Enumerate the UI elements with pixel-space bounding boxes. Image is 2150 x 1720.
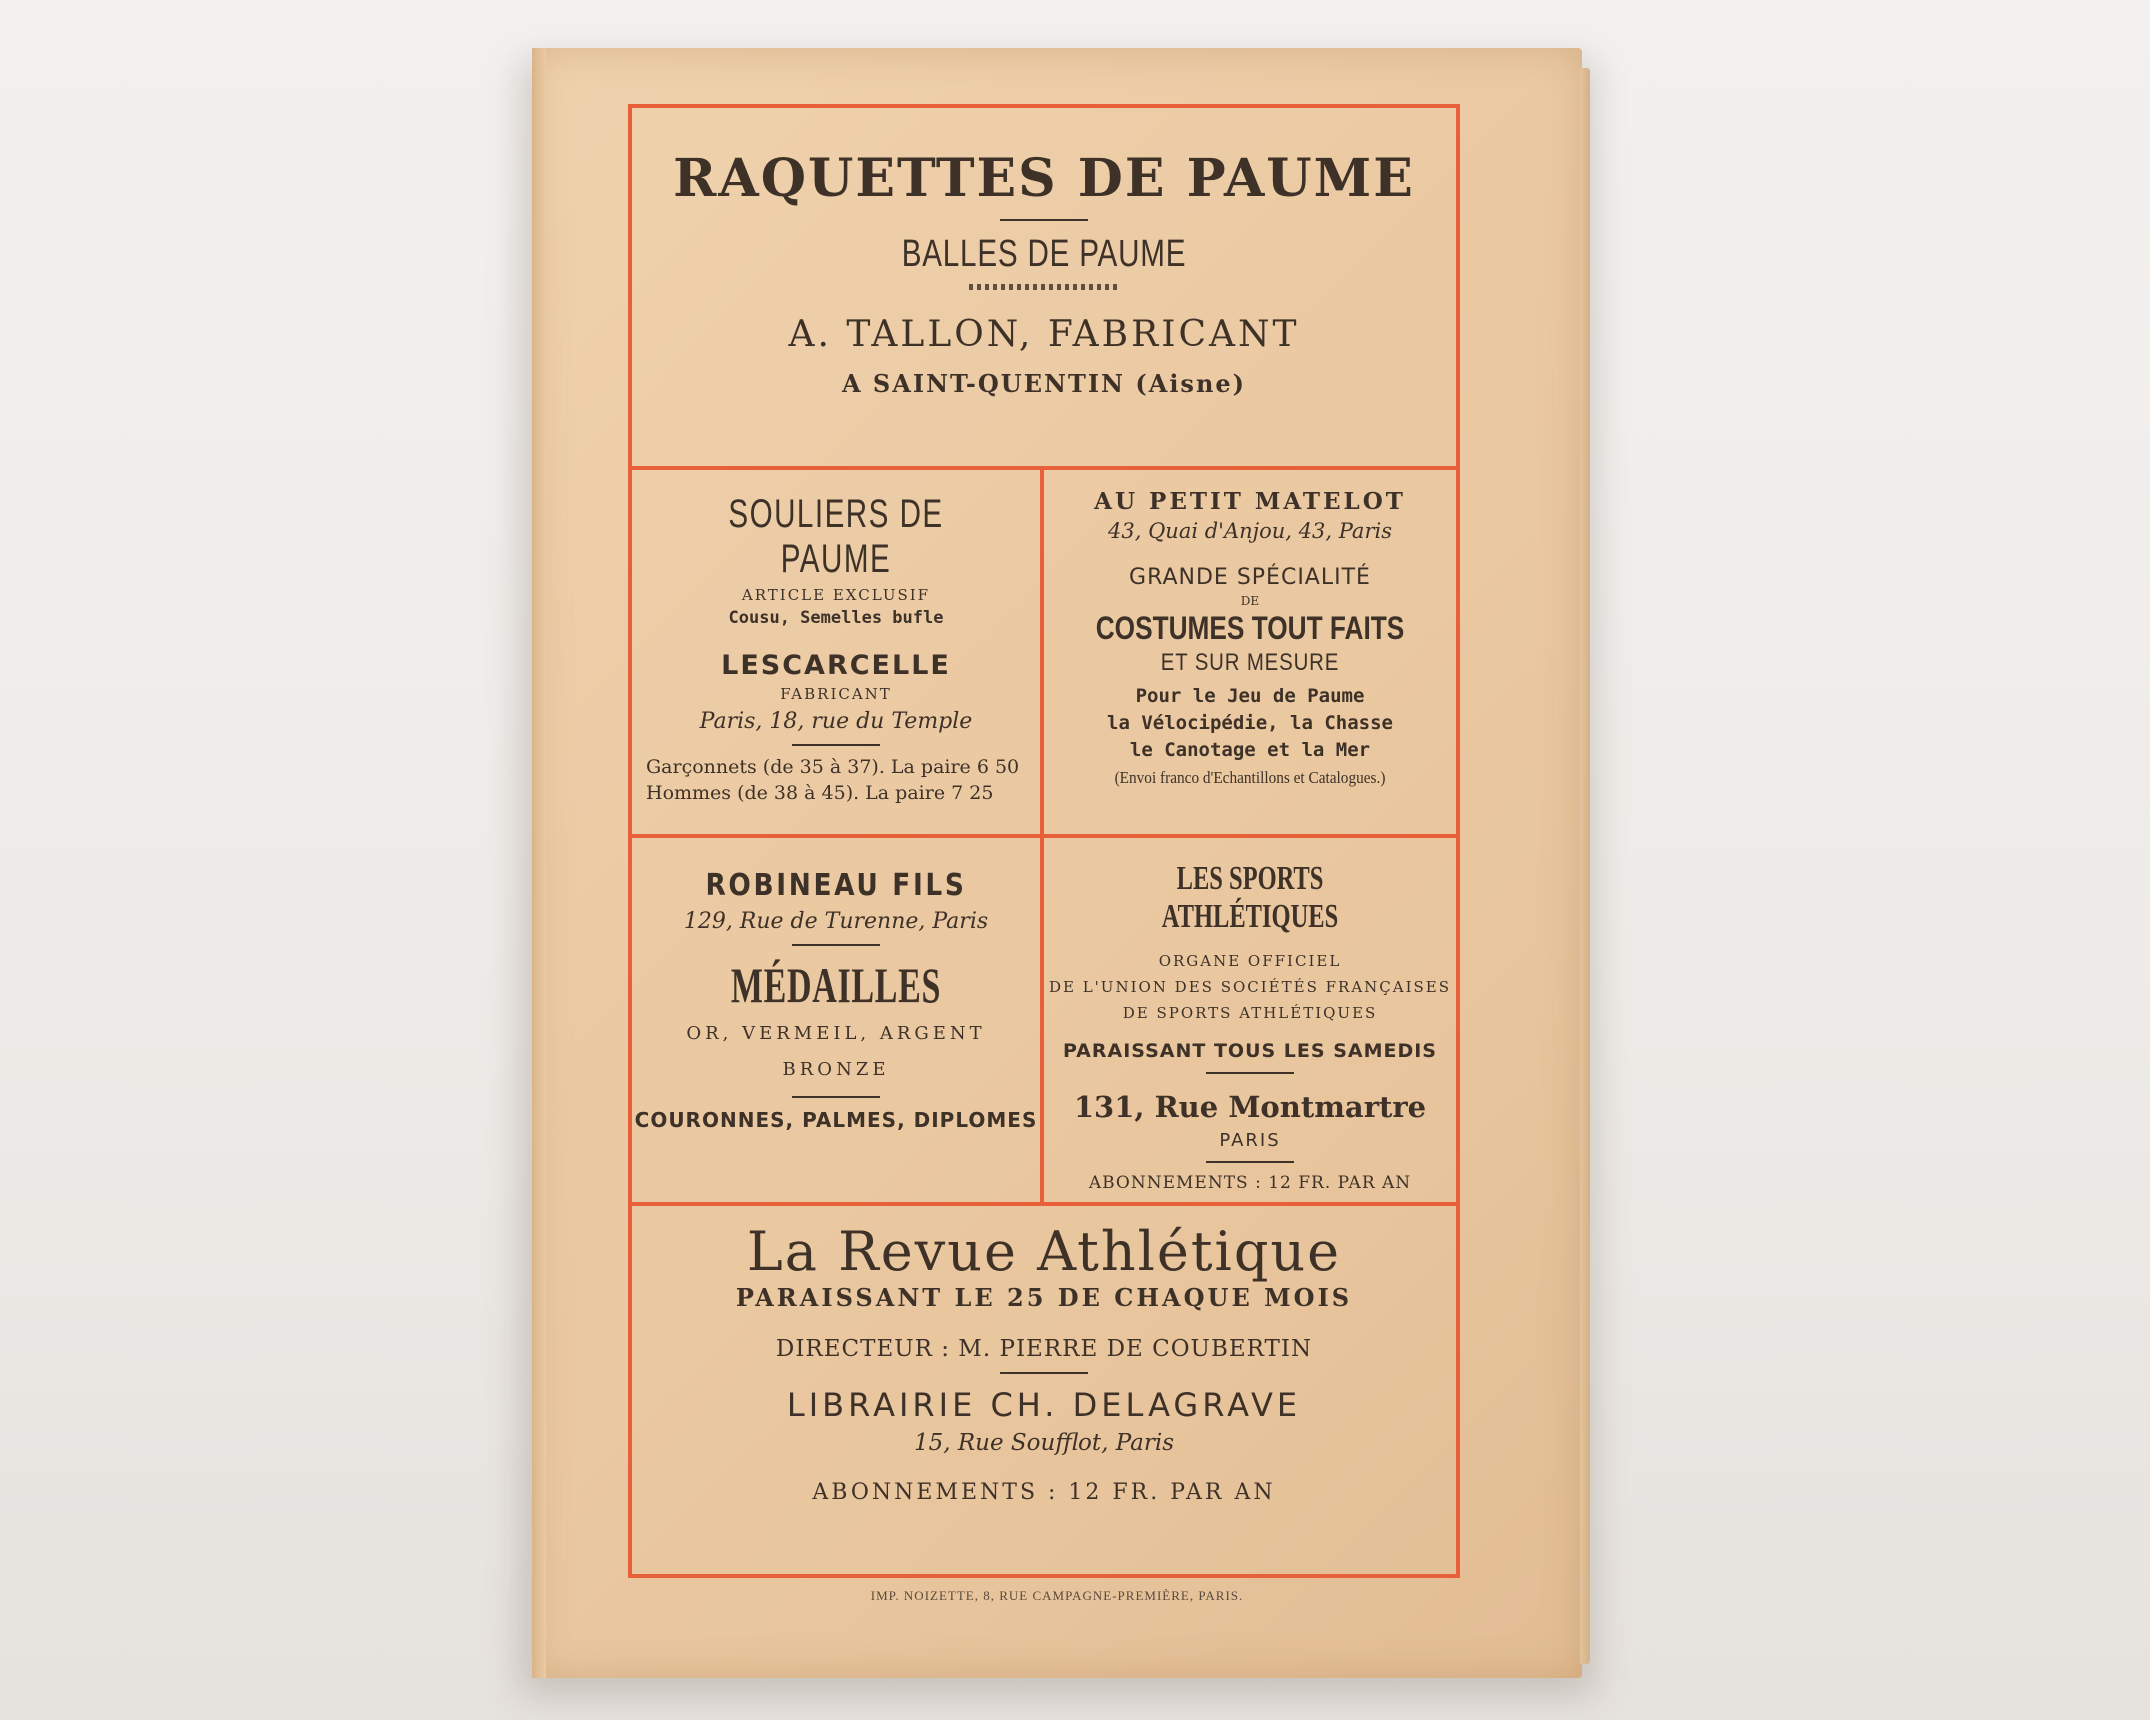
matelot-title: AU PETIT MATELOT: [1094, 488, 1406, 515]
metals-line-2: BRONZE: [782, 1059, 890, 1080]
sports-organ-1: ORGANE OFFICIEL: [1158, 952, 1342, 970]
ad-sports: [1044, 838, 1456, 1206]
matelot-de: DE: [1240, 594, 1260, 608]
divider: [1000, 219, 1088, 221]
ad-robineau: [632, 838, 1044, 1206]
souliers-title: SOULIERS DE PAUME: [728, 492, 944, 581]
sports-parait: PARAISSANT TOUS LES SAMEDIS: [1062, 1040, 1437, 1062]
revue-directeur: DIRECTEUR : M. PIERRE DE COUBERTIN: [775, 1336, 1313, 1362]
matelot-use-2: la Vélocipédie, la Chasse: [1107, 712, 1393, 734]
matelot-use-1: Pour le Jeu de Paume: [1135, 685, 1365, 707]
revue-abonnements: ABONNEMENTS : 12 FR. PAR AN: [812, 1480, 1276, 1505]
divider: [1206, 1072, 1294, 1074]
ad-matelot: [1044, 470, 1456, 838]
wavy-divider: [969, 284, 1119, 290]
robineau-items: COURONNES, PALMES, DIPLOMES: [634, 1108, 1038, 1132]
printer-imprint: IMP. NOIZETTE, 8, RUE CAMPAGNE-PREMIÈRE, PARIS.: [870, 1588, 1244, 1603]
divider: [792, 944, 880, 946]
souliers-line2: Cousu, Semelles bufle: [728, 608, 944, 628]
lescarcelle-address: Paris, 18, rue du Temple: [699, 709, 973, 734]
divider: [792, 1096, 880, 1098]
robineau-title: ROBINEAU FILS: [705, 868, 967, 903]
medailles-title: MÉDAILLES: [730, 957, 942, 1013]
raquettes-title: RAQUETTES DE PAUME: [673, 148, 1415, 209]
advertisement-frame: [628, 104, 1460, 1578]
lescarcelle-role: FABRICANT: [780, 685, 892, 703]
souliers-line1: ARTICLE EXCLUSIF: [741, 586, 931, 604]
revue-title: La Revue Athlétique: [746, 1220, 1342, 1283]
sports-title: LES SPORTS ATHLÉTIQUES: [1161, 860, 1339, 935]
book-back-cover: [532, 48, 1582, 1678]
matelot-address: 43, Quai d'Anjou, 43, Paris: [1108, 519, 1392, 543]
matelot-use-3: le Canotage et la Mer: [1129, 739, 1371, 761]
maker-name: A. TALLON, FABRICANT: [788, 314, 1300, 355]
sports-organ: [1044, 948, 1456, 1026]
maker-location: A SAINT-QUENTIN (Aisne): [841, 369, 1247, 398]
sports-city: PARIS: [1219, 1130, 1281, 1151]
balles-subtitle: BALLES DE PAUME: [901, 233, 1187, 275]
matelot-costumes: COSTUMES TOUT FAITS: [1095, 610, 1405, 646]
ad-raquettes: [632, 108, 1456, 470]
ad-revue: [632, 1206, 1456, 1574]
matelot-sur-mesure: ET SUR MESURE: [1160, 649, 1340, 676]
sports-organ-2: DE L'UNION DES SOCIÉTÉS FRANÇAISES: [1048, 978, 1452, 996]
matelot-specialite: GRANDE SPÉCIALITÉ: [1129, 565, 1371, 590]
revue-address: 15, Rue Soufflot, Paris: [913, 1430, 1175, 1456]
matelot-envoi: (Envoi franco d'Echantillons et Catalogues.): [1114, 768, 1386, 787]
ad-souliers: [632, 470, 1044, 838]
sports-address: 131, Rue Montmartre: [1073, 1090, 1427, 1124]
matelot-uses: [1044, 683, 1456, 764]
divider: [792, 744, 880, 746]
revue-librairie: LIBRAIRIE CH. DELAGRAVE: [786, 1386, 1302, 1424]
divider: [1000, 1372, 1088, 1374]
price-line-2: Hommes (de 38 à 45). La paire 7 25: [646, 782, 994, 804]
metals-line-1: OR, VERMEIL, ARGENT: [686, 1023, 986, 1044]
sports-abonnements: ABONNEMENTS : 12 FR. PAR AN: [1088, 1173, 1412, 1193]
robineau-address: 129, Rue de Turenne, Paris: [683, 909, 989, 934]
divider: [1206, 1161, 1294, 1163]
lescarcelle-name: LESCARCELLE: [721, 650, 951, 681]
revue-parait: PARAISSANT LE 25 DE CHAQUE MOIS: [735, 1283, 1353, 1312]
price-line-1: Garçonnets (de 35 à 37). La paire 6 50: [646, 756, 1020, 778]
sports-organ-3: DE SPORTS ATHLÉTIQUES: [1122, 1004, 1378, 1022]
